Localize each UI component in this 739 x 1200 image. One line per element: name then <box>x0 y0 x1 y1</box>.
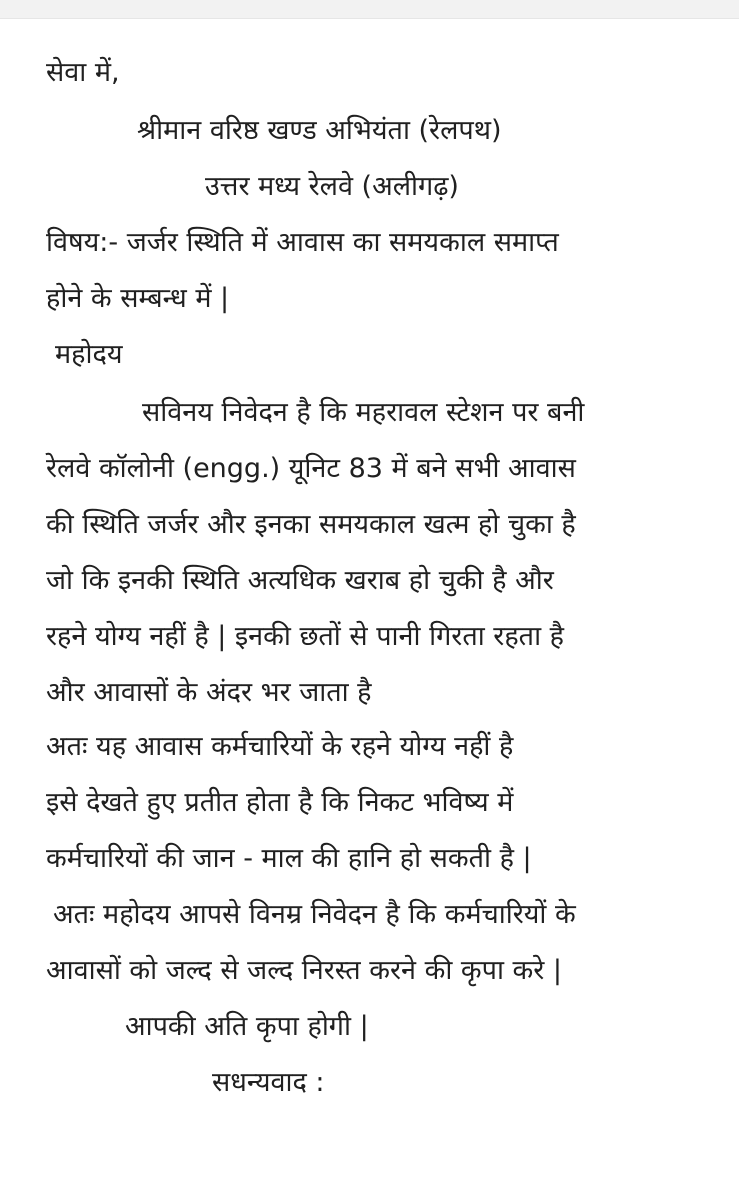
recipient-designation: श्रीमान वरिष्ठ खण्ड अभियंता (रेलपथ) <box>137 115 502 146</box>
thanks-line: सधन्यवाद : <box>212 1067 325 1098</box>
body-line-7: अतः यह आवास कर्मचारियों के रहने योग्य नहीं है <box>46 731 514 762</box>
subject-line-2: होने के सम्बन्ध में | <box>46 283 230 314</box>
body-line-2: रेलवे कॉलोनी (engg.) यूनिट 83 में बने सभी आवास <box>46 453 576 484</box>
body-line-8: इसे देखते हुए प्रतीत होता है कि निकट भविष्य में <box>46 787 514 818</box>
body-line-9: कर्मचारियों की जान - माल की हानि हो सकती है | <box>46 843 532 874</box>
body-line-6: और आवासों के अंदर भर जाता है <box>46 677 372 708</box>
recipient-office: उत्तर मध्य रेलवे (अलीगढ़) <box>205 171 459 202</box>
body-line-11: आवासों को जल्द से जल्द निरस्त करने की कृपा करे | <box>46 955 563 986</box>
body-line-1: सविनय निवेदन है कि महरावल स्टेशन पर बनी <box>142 397 585 428</box>
body-line-3: की स्थिति जर्जर और इनका समयकाल खत्म हो चुका है <box>46 509 576 540</box>
salutation-to: सेवा में, <box>46 57 120 88</box>
subject-line-1: विषय:- जर्जर स्थिति में आवास का समयकाल समाप्त <box>46 227 559 258</box>
body-line-10: अतः महोदय आपसे विनम्र निवेदन है कि कर्मचारियों के <box>53 899 576 930</box>
closing-line: आपकी अति कृपा होगी | <box>125 1011 369 1042</box>
body-line-5: रहने योग्य नहीं है | इनकी छतों से पानी गिरता रहता है <box>46 621 564 652</box>
body-line-4: जो कि इनकी स्थिति अत्यधिक खराब हो चुकी है और <box>46 565 554 596</box>
greeting: महोदय <box>55 339 123 370</box>
